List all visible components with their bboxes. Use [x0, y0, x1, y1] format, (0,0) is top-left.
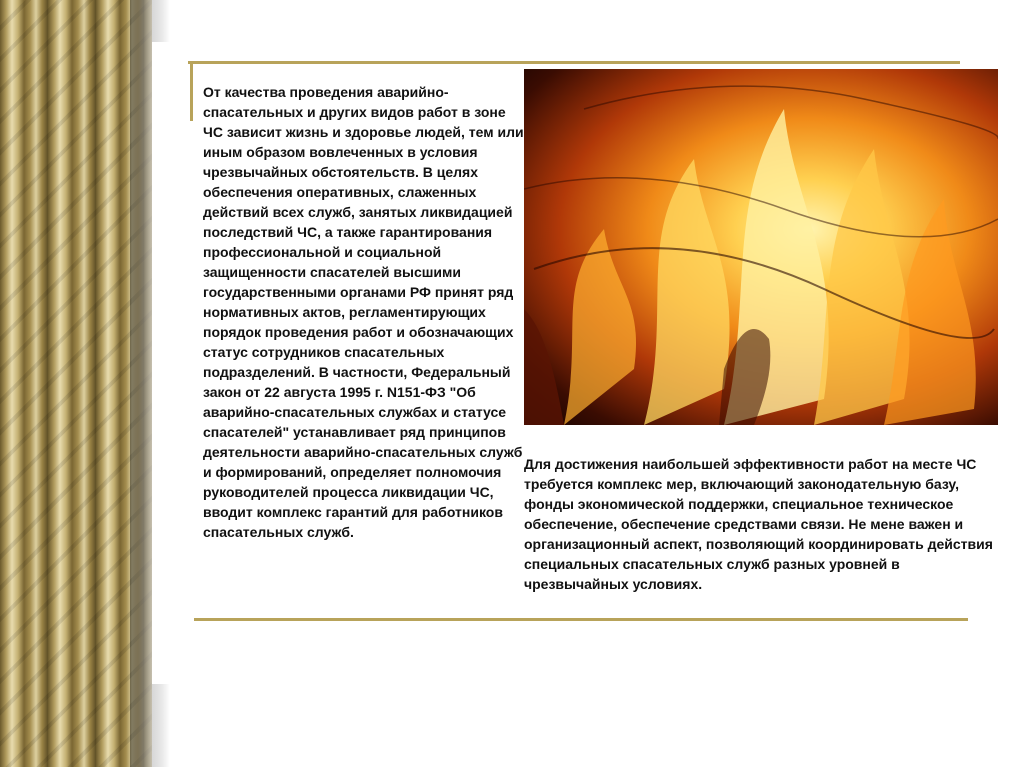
left-paragraph: От качества проведения аварийно-спасательных и других видов работ в зоне ЧС зависит жизнь и здоровье людей, тем или иным образом вовлеченных в условия чрезвычайных обстоятельств. В целях обеспечения оперативных, слаженных действий всех служб, занятых ликвидацией последствий ЧС, а также гарантирования профессиональной и социальной защищенности спасателей высшими государственными органами РФ принят ряд нормативных актов, регламентирующих порядок проведения работ и обозначающих статус сотрудников спасательных подразделений. В частности, Федеральный закон от 22 августа 1995 г. N151-ФЗ "Об аварийно-спасательных службах и статусе спасателей" устанавливает ряд принципов деятельности аварийно-спасательных служб и формирований, определяет полномочия руководителей процесса ликвидации ЧС, вводит комплекс гарантий для работников спасательных служб.	[203, 84, 524, 540]
top-rule	[188, 61, 960, 64]
fire-photo	[524, 69, 998, 425]
fire-photo-flames	[524, 69, 998, 425]
right-paragraph: Для достижения наибольшей эффективности работ на месте ЧС требуется комплекс мер, включающий законодательную базу, фонды экономической поддержки, специальное техническое обеспечение, обеспечение средствами связи. Не мене важен и организационный аспект, позволяющий координировать действия специальных спасательных служб разных уровней в чрезвычайных условиях.	[524, 456, 993, 592]
left-rule	[190, 61, 193, 121]
bottom-rule	[194, 618, 968, 621]
